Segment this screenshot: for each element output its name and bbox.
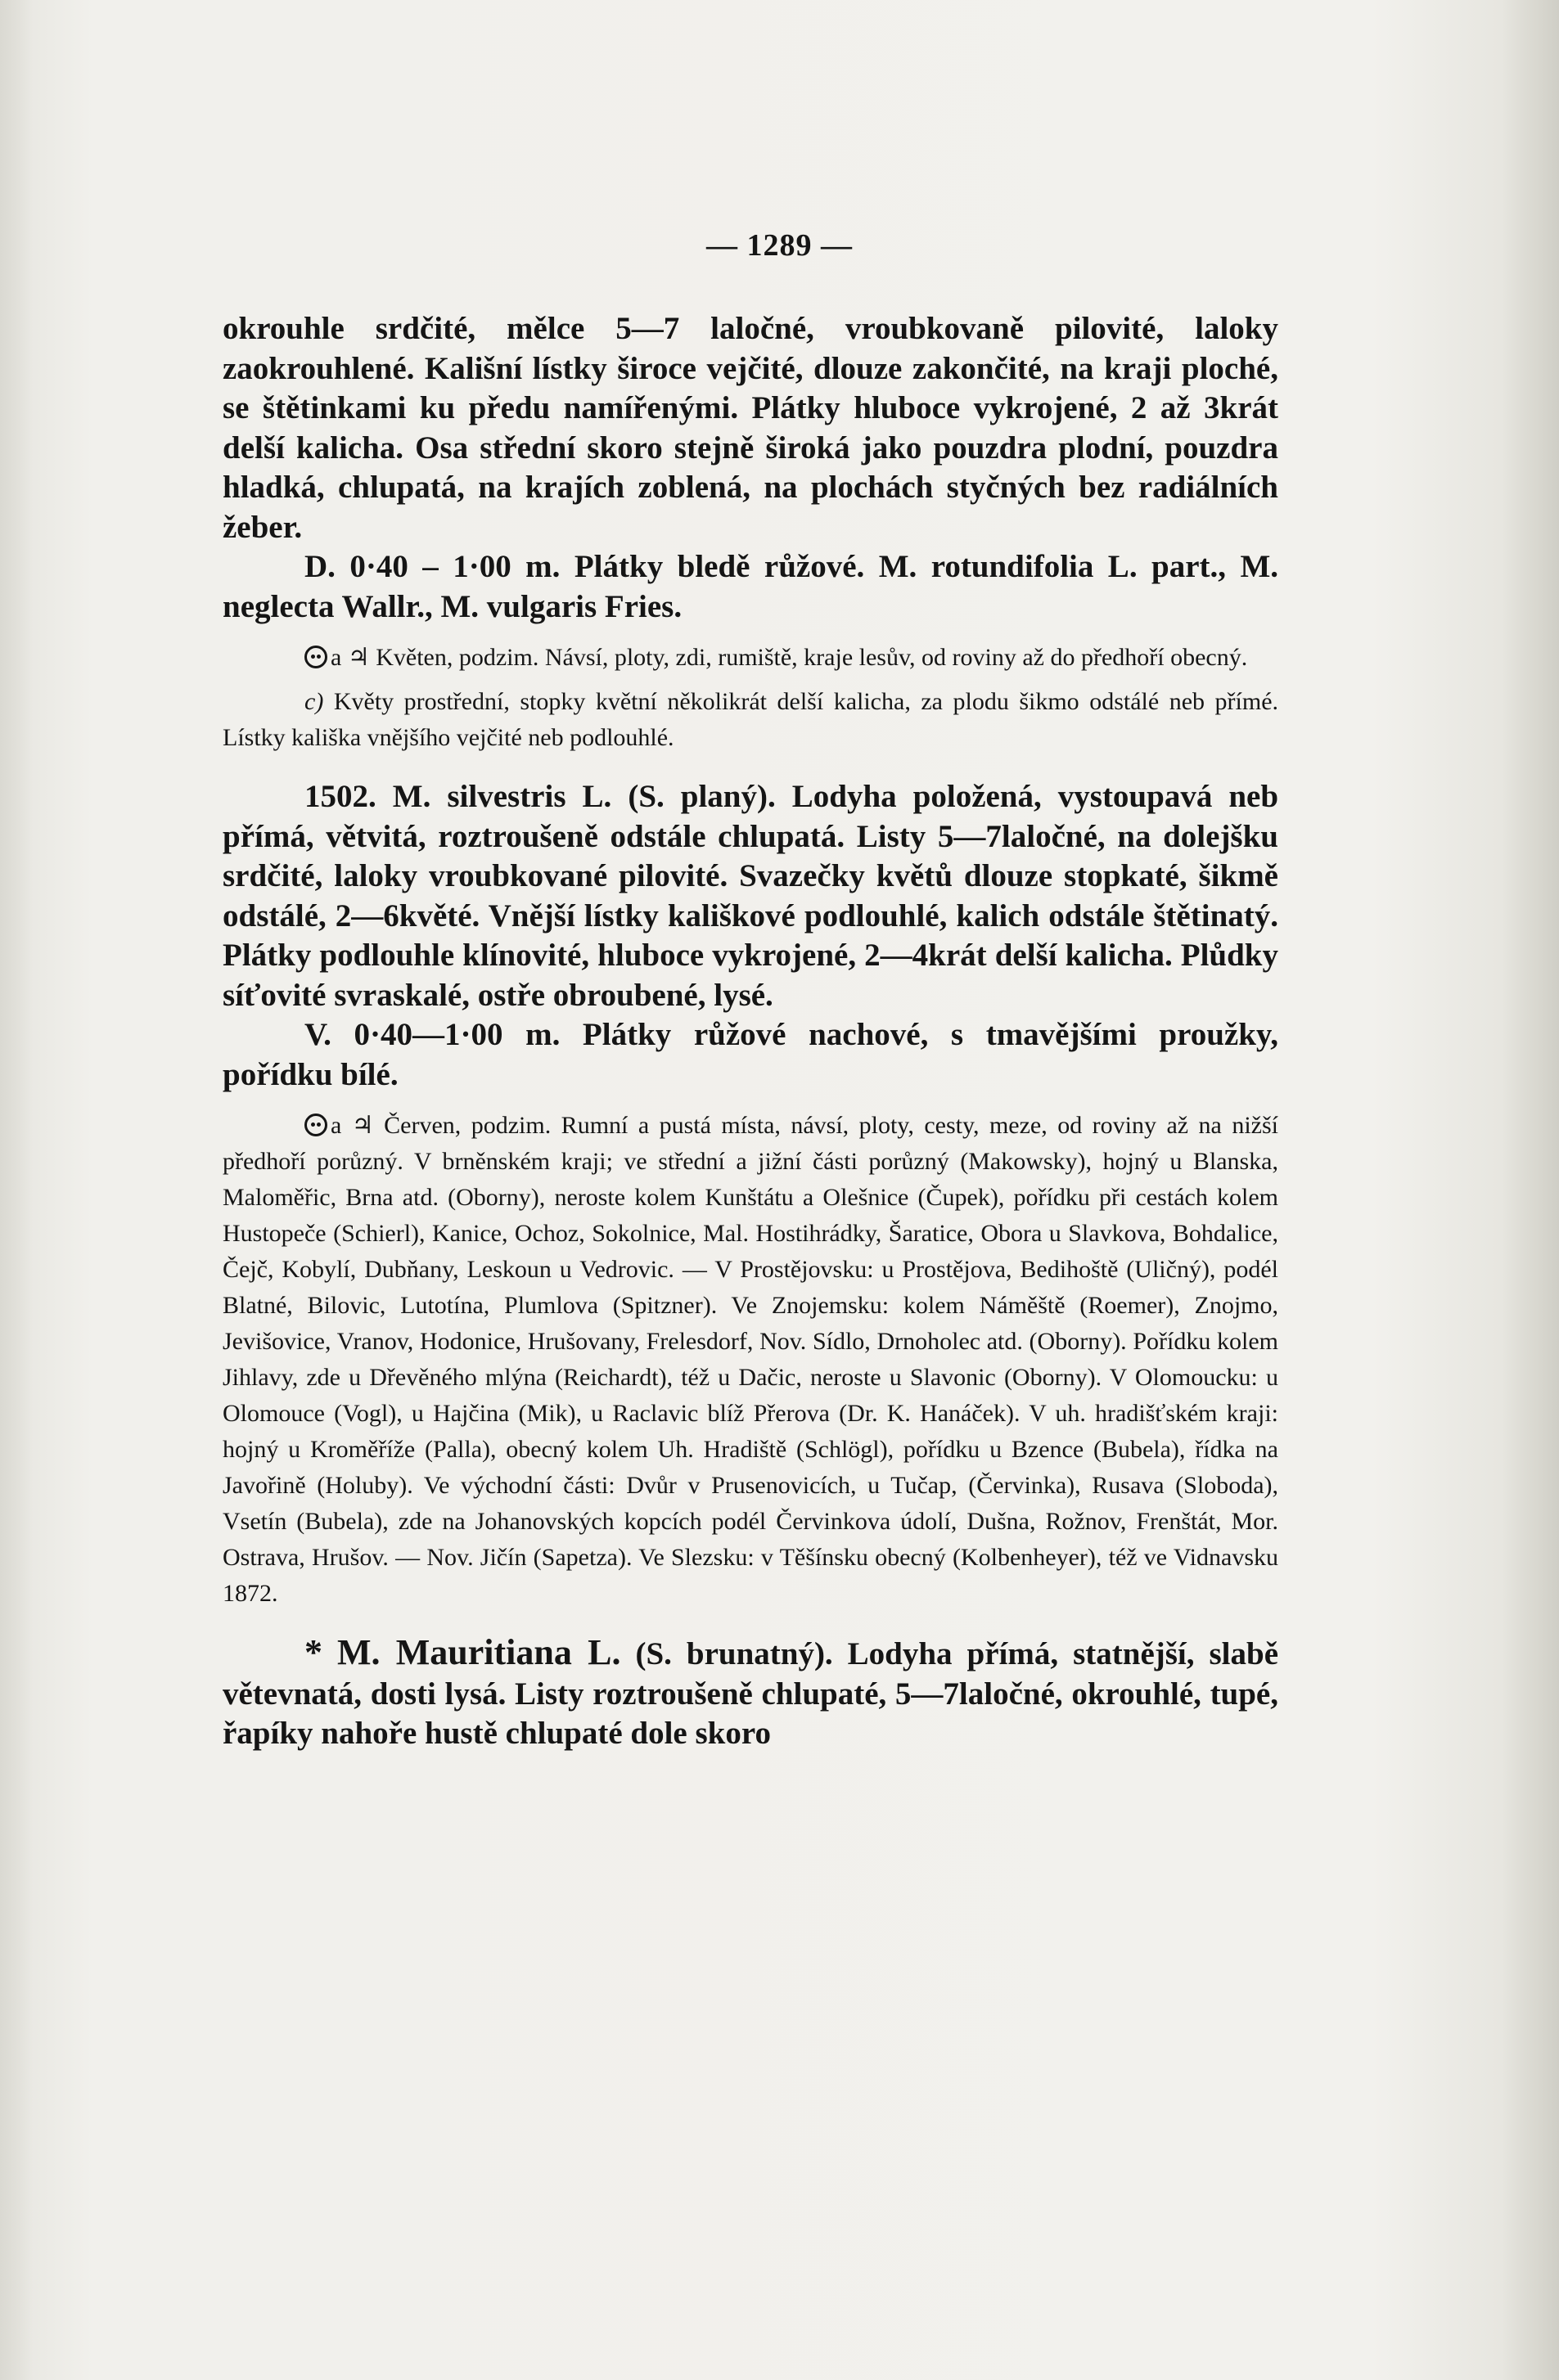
paragraph-dimensions-2: V. 0·40—1·00 m. Plátky růžové nachové, s tmavějšími proužky, pořídku bílé. xyxy=(223,1017,1278,1092)
variety-label: c) xyxy=(304,688,324,715)
species-description-mauritiana: (S. brunatný). Lodyha přímá, statnější, slabě větevnatá, dosti lysá. Listy roztroušeně chlupaté, 5—7laločné, okrouhlé, tupé, řapíky nahoře hustě chlupaté dole skoro xyxy=(223,1636,1279,1751)
paragraph-species-1502 xyxy=(223,777,1278,1015)
species-name-mauritiana: M. Mauritiana L. xyxy=(337,1632,621,1672)
scan-shadow-left xyxy=(0,0,33,2380)
paragraph-variety-c xyxy=(223,684,1278,756)
scan-shadow-right xyxy=(1502,0,1559,2380)
biennial-symbol-icon xyxy=(304,646,327,668)
species-name: M. silvestris L. xyxy=(392,779,612,814)
cultivated-star: * xyxy=(304,1632,322,1672)
species-description: (S. planý). Lodyha položená, vystoupavá neb přímá, větvitá, roztroušeně odstále chlupatá. Listy 5—7laločné, na dolejšku srdčité, laloky vroubkované pilovité. Svazečky květů dlouze stopkaté, šikmě odstálé, 2—6květé. Vnější lístky kališkové podlouhlé, kalich odstále štětinatý. Plátky podlouhle klínovité, hluboce vykrojené, 2—4krát delší kalicha. Plůdky síťovité svraskalé, ostře obroubené, lysé. xyxy=(223,779,1279,1013)
paragraph-dimensions: D. 0·40 – 1·00 m. Plátky bledě růžové. M. rotundifolia L. part., M. neglecta Wallr., M. vulgaris Fries. xyxy=(223,549,1278,624)
variety-text: Květy prostřední, stopky květní několikrát delší kalicha, za plodu šikmo odstálé neb přímé. Lístky kališka vnějšího vejčité neb podlouhlé. xyxy=(223,688,1279,751)
paragraph-description-continued: okrouhle srdčité, mělce 5—7 laločné, vroubkovaně pilovité, laloky zaokrouhlené. Kališní lístky široce vejčité, dlouze zakončité, na kraji ploché, se štětinkami ku předu namířenými. Plátky hluboce vykrojené, 2 až 3krát delší kalicha. Osa střední skoro stejně široká jako pouzdra plodní, pouzdra hladká, chlupatá, na krajích zoblená, na plochách styčných bez radiálních žeber. xyxy=(223,311,1278,545)
biennial-symbol-icon xyxy=(304,1114,327,1136)
perennial-symbol: a ♃ xyxy=(331,1112,374,1139)
paragraph-distribution xyxy=(223,1108,1278,1612)
page-number: — 1289 — xyxy=(706,228,853,263)
perennial-symbol: a ♃ xyxy=(331,644,370,671)
paragraph-species-mauritiana xyxy=(223,1633,1278,1754)
body-text xyxy=(223,309,1278,1754)
distribution-text: Červen, podzim. Rumní a pustá místa, návsí, ploty, cesty, meze, od roviny až na nižší předhoří porůzný. V brněnském kraji; ve střední a jižní části porůzný (Makowsky), hojný u Blanska, Maloměřic, Brna atd. (Oborny), neroste kolem Kunštátu a Olešnice (Čupek), pořídku při cestách kolem Hustopeče (Schierl), Kanice, Ochoz, Sokolnice, Mal. Hostihrádky, Šaratice, Obora u Slavkova, Bohdalice, Čejč, Kobylí, Dubňany, Leskoun u Vedrovic. — V Prostějovsku: u Prostějova, Bedihoště (Uličný), podél Blatné, Bilovic, Lutotína, Plumlova (Spitzner). Ve Znojemsku: kolem Náměště (Roemer), Znojmo, Jevišovice, Vranov, Hodonice, Hrušovany, Frelesdorf, Nov. Sídlo, Drnoholec atd. (Oborny). Pořídku kolem Jihlavy, zde u Dřevěného mlýna (Reichardt), též u Dačic, neroste u Slavonic (Oborny). V Olomoucku: u Olomouce (Vogl), u Hajčina (Mik), u Raclavic blíž Přerova (Dr. K. Hanáček). V uh. hradišťském kraji: hojný u Kroměříže (Palla), obecný kolem Uh. Hradiště (Schlögl), pořídku u Bzence (Bubela), řídka na Javořině (Holuby). Ve východní části: Dvůr v Prusenovicích, u Tučap, (Červinka), Rusava (Sloboda), Vsetín (Bubela), zde na Johanovských kopcích podél Červinkova údolí, Dušna, Rožnov, Frenštát, Mor. Ostrava, Hrušov. — Nov. Jičín (Sapetza). Ve Slezsku: v Těšínsku obecný (Kolbenheyer), též ve Vidnavsku 1872. xyxy=(223,1112,1278,1607)
paragraph-habitat-1 xyxy=(223,640,1278,676)
species-number: 1502. xyxy=(304,779,376,814)
habitat-text-1: Květen, podzim. Návsí, ploty, zdi, rumiště, kraje lesův, od roviny až do předhoří obecný. xyxy=(376,644,1248,671)
